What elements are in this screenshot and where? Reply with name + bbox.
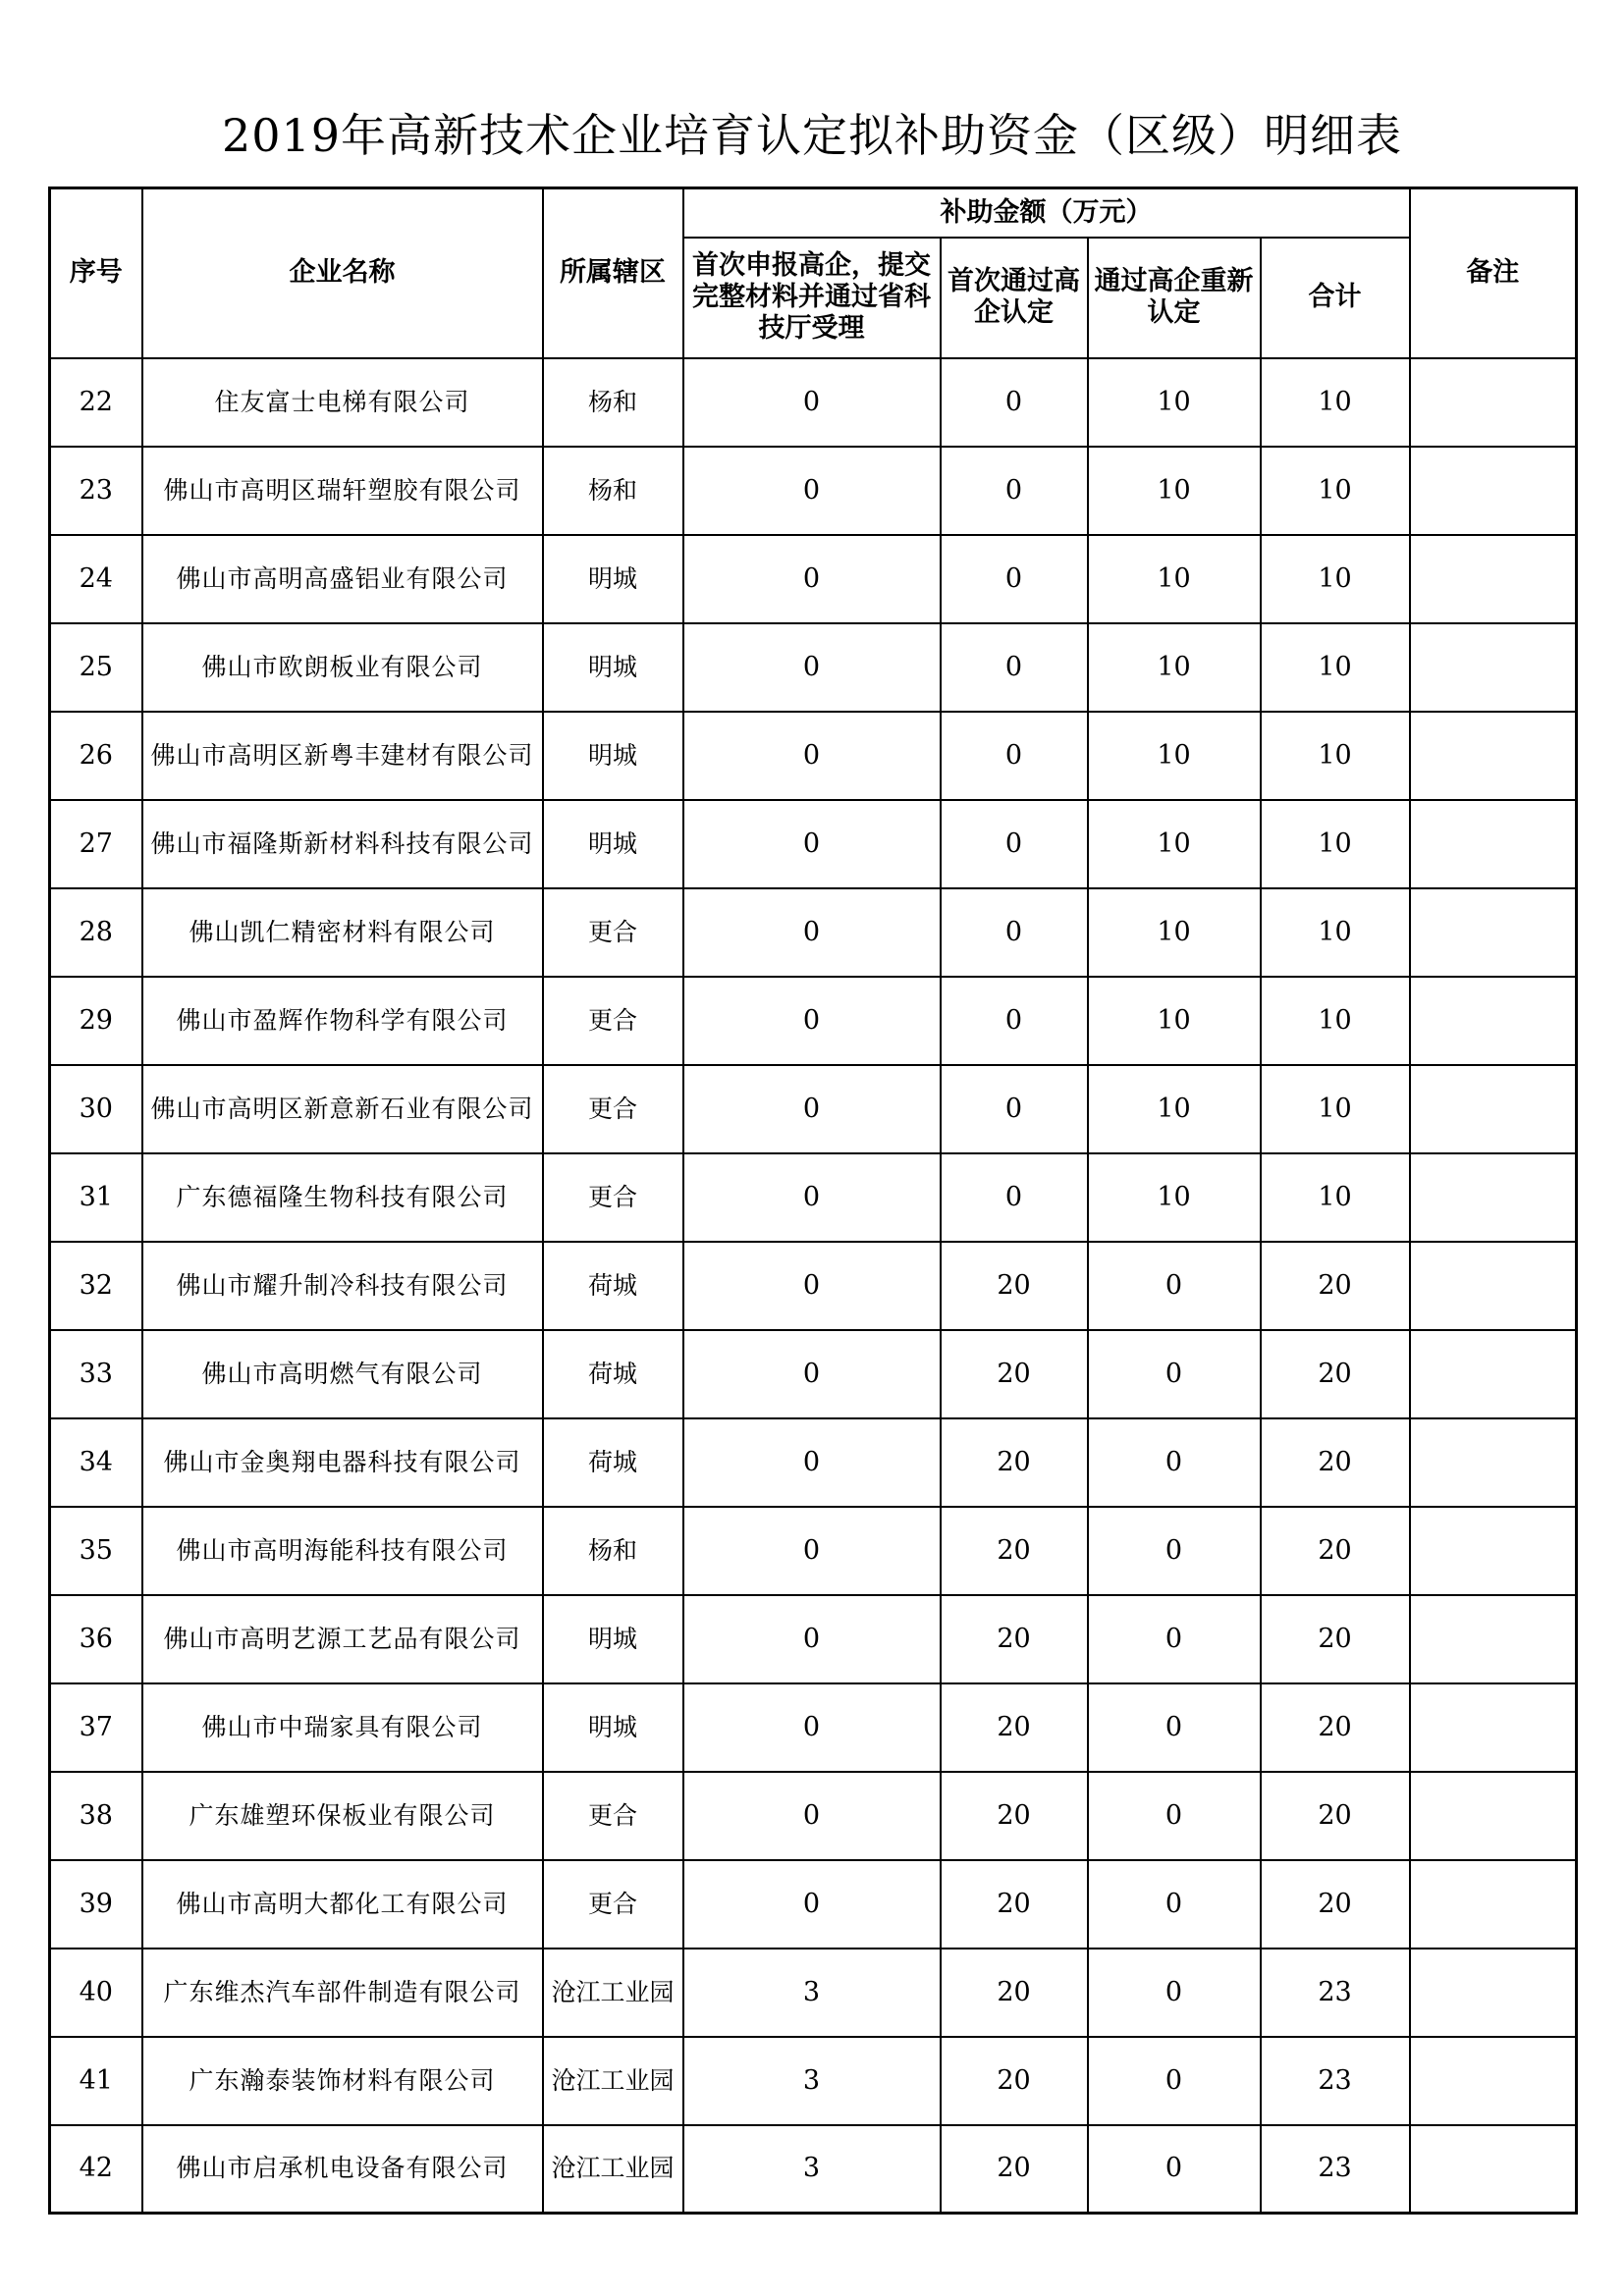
cell-district: 杨和 <box>543 1507 683 1595</box>
cell-first-pass: 20 <box>941 1595 1088 1683</box>
table-row <box>50 358 1577 447</box>
cell-index: 31 <box>50 1153 142 1242</box>
cell-total: 10 <box>1261 447 1410 535</box>
table-row <box>50 800 1577 888</box>
table-row <box>50 1065 1577 1153</box>
cell-remark <box>1410 1242 1577 1330</box>
cell-remark <box>1410 888 1577 977</box>
cell-first-pass: 20 <box>941 1242 1088 1330</box>
cell-first-pass: 20 <box>941 1507 1088 1595</box>
cell-first-pass: 20 <box>941 1683 1088 1772</box>
cell-first-apply: 0 <box>683 1683 941 1772</box>
cell-district: 沧江工业园 <box>543 2125 683 2214</box>
cell-first-pass: 0 <box>941 800 1088 888</box>
cell-first-pass: 20 <box>941 1330 1088 1418</box>
cell-re-pass: 0 <box>1088 1330 1261 1418</box>
cell-first-apply: 0 <box>683 1242 941 1330</box>
cell-first-pass: 0 <box>941 358 1088 447</box>
cell-remark <box>1410 1772 1577 1860</box>
cell-index: 22 <box>50 358 142 447</box>
cell-district: 明城 <box>543 623 683 712</box>
cell-district: 明城 <box>543 535 683 623</box>
cell-re-pass: 0 <box>1088 1242 1261 1330</box>
header-remark: 备注 <box>1410 188 1577 358</box>
table-row <box>50 535 1577 623</box>
cell-first-apply: 0 <box>683 1595 941 1683</box>
cell-company-name: 佛山市中瑞家具有限公司 <box>142 1683 543 1772</box>
cell-district: 更合 <box>543 977 683 1065</box>
cell-first-pass: 0 <box>941 1065 1088 1153</box>
cell-remark <box>1410 977 1577 1065</box>
cell-first-apply: 0 <box>683 1065 941 1153</box>
cell-district: 沧江工业园 <box>543 2037 683 2125</box>
cell-first-apply: 0 <box>683 1330 941 1418</box>
cell-first-apply: 0 <box>683 1860 941 1949</box>
cell-first-apply: 0 <box>683 800 941 888</box>
cell-remark <box>1410 535 1577 623</box>
table-row <box>50 977 1577 1065</box>
cell-index: 35 <box>50 1507 142 1595</box>
cell-index: 37 <box>50 1683 142 1772</box>
header-district: 所属辖区 <box>543 188 683 358</box>
cell-company-name: 佛山市高明海能科技有限公司 <box>142 1507 543 1595</box>
cell-district: 更合 <box>543 1065 683 1153</box>
cell-company-name: 广东雄塑环保板业有限公司 <box>142 1772 543 1860</box>
cell-district: 明城 <box>543 1683 683 1772</box>
cell-first-pass: 0 <box>941 888 1088 977</box>
header-company: 企业名称 <box>142 188 543 358</box>
cell-index: 25 <box>50 623 142 712</box>
cell-first-pass: 20 <box>941 1772 1088 1860</box>
cell-re-pass: 0 <box>1088 1418 1261 1507</box>
cell-company-name: 佛山市高明艺源工艺品有限公司 <box>142 1595 543 1683</box>
table-row <box>50 447 1577 535</box>
cell-company-name: 佛山市福隆斯新材料科技有限公司 <box>142 800 543 888</box>
cell-index: 42 <box>50 2125 142 2214</box>
header-index: 序号 <box>50 188 142 358</box>
cell-first-pass: 0 <box>941 535 1088 623</box>
cell-total: 20 <box>1261 1330 1410 1418</box>
cell-company-name: 广东维杰汽车部件制造有限公司 <box>142 1949 543 2037</box>
cell-remark <box>1410 447 1577 535</box>
cell-index: 33 <box>50 1330 142 1418</box>
cell-remark <box>1410 712 1577 800</box>
cell-first-apply: 0 <box>683 712 941 800</box>
cell-re-pass: 10 <box>1088 623 1261 712</box>
cell-total: 23 <box>1261 2125 1410 2214</box>
cell-index: 24 <box>50 535 142 623</box>
cell-re-pass: 10 <box>1088 712 1261 800</box>
cell-first-pass: 0 <box>941 1153 1088 1242</box>
cell-company-name: 佛山市耀升制冷科技有限公司 <box>142 1242 543 1330</box>
cell-remark <box>1410 1507 1577 1595</box>
cell-re-pass: 0 <box>1088 1507 1261 1595</box>
cell-district: 杨和 <box>543 358 683 447</box>
cell-remark <box>1410 2037 1577 2125</box>
table-row <box>50 712 1577 800</box>
cell-first-apply: 0 <box>683 447 941 535</box>
table-row <box>50 1153 1577 1242</box>
cell-remark <box>1410 1949 1577 2037</box>
cell-first-apply: 3 <box>683 2125 941 2214</box>
header-subsidy-group: 补助金额（万元） <box>683 188 1410 238</box>
cell-company-name: 佛山市高明区新粤丰建材有限公司 <box>142 712 543 800</box>
cell-company-name: 佛山市高明高盛铝业有限公司 <box>142 535 543 623</box>
cell-company-name: 佛山市高明燃气有限公司 <box>142 1330 543 1418</box>
cell-company-name: 佛山市启承机电设备有限公司 <box>142 2125 543 2214</box>
cell-re-pass: 0 <box>1088 1949 1261 2037</box>
table-row <box>50 1772 1577 1860</box>
cell-index: 27 <box>50 800 142 888</box>
cell-district: 更合 <box>543 1153 683 1242</box>
cell-first-apply: 0 <box>683 623 941 712</box>
cell-total: 10 <box>1261 623 1410 712</box>
table-row <box>50 888 1577 977</box>
cell-re-pass: 0 <box>1088 2125 1261 2214</box>
cell-index: 36 <box>50 1595 142 1683</box>
cell-total: 20 <box>1261 1242 1410 1330</box>
table-body <box>50 358 1577 2214</box>
cell-total: 10 <box>1261 888 1410 977</box>
cell-first-apply: 0 <box>683 888 941 977</box>
cell-district: 荷城 <box>543 1418 683 1507</box>
cell-first-pass: 20 <box>941 1949 1088 2037</box>
cell-total: 10 <box>1261 535 1410 623</box>
table-row <box>50 1683 1577 1772</box>
cell-first-pass: 0 <box>941 623 1088 712</box>
cell-total: 10 <box>1261 977 1410 1065</box>
table-row <box>50 623 1577 712</box>
cell-re-pass: 10 <box>1088 1153 1261 1242</box>
header-total: 合计 <box>1261 238 1410 358</box>
cell-re-pass: 10 <box>1088 1065 1261 1153</box>
cell-district: 沧江工业园 <box>543 1949 683 2037</box>
cell-total: 23 <box>1261 2037 1410 2125</box>
cell-first-pass: 20 <box>941 1418 1088 1507</box>
cell-company-name: 广东瀚泰装饰材料有限公司 <box>142 2037 543 2125</box>
cell-district: 荷城 <box>543 1242 683 1330</box>
cell-first-apply: 3 <box>683 2037 941 2125</box>
cell-index: 38 <box>50 1772 142 1860</box>
cell-company-name: 佛山市欧朗板业有限公司 <box>142 623 543 712</box>
cell-index: 26 <box>50 712 142 800</box>
cell-total: 20 <box>1261 1595 1410 1683</box>
cell-first-apply: 0 <box>683 977 941 1065</box>
cell-re-pass: 0 <box>1088 1772 1261 1860</box>
cell-company-name: 佛山市高明大都化工有限公司 <box>142 1860 543 1949</box>
cell-index: 32 <box>50 1242 142 1330</box>
cell-first-pass: 20 <box>941 2037 1088 2125</box>
cell-first-pass: 20 <box>941 2125 1088 2214</box>
cell-remark <box>1410 358 1577 447</box>
header-first-pass: 首次通过高企认定 <box>941 238 1088 358</box>
table-row <box>50 1418 1577 1507</box>
subsidy-table <box>48 187 1578 2215</box>
cell-district: 明城 <box>543 800 683 888</box>
header-first-apply: 首次申报高企，提交完整材料并通过省科技厅受理 <box>683 238 941 358</box>
cell-first-apply: 0 <box>683 358 941 447</box>
cell-re-pass: 0 <box>1088 1860 1261 1949</box>
cell-district: 荷城 <box>543 1330 683 1418</box>
cell-first-apply: 0 <box>683 1772 941 1860</box>
cell-re-pass: 10 <box>1088 535 1261 623</box>
cell-total: 20 <box>1261 1683 1410 1772</box>
header-re-pass: 通过高企重新认定 <box>1088 238 1261 358</box>
cell-total: 10 <box>1261 712 1410 800</box>
cell-first-apply: 0 <box>683 1153 941 1242</box>
cell-district: 更合 <box>543 1772 683 1860</box>
cell-remark <box>1410 1595 1577 1683</box>
cell-total: 20 <box>1261 1507 1410 1595</box>
cell-company-name: 佛山凯仁精密材料有限公司 <box>142 888 543 977</box>
table-row <box>50 1595 1577 1683</box>
cell-total: 20 <box>1261 1772 1410 1860</box>
cell-remark <box>1410 623 1577 712</box>
cell-index: 28 <box>50 888 142 977</box>
cell-remark <box>1410 1330 1577 1418</box>
cell-company-name: 佛山市金奥翔电器科技有限公司 <box>142 1418 543 1507</box>
cell-company-name: 佛山市高明区瑞轩塑胶有限公司 <box>142 447 543 535</box>
cell-re-pass: 10 <box>1088 977 1261 1065</box>
table-row <box>50 1949 1577 2037</box>
table-row <box>50 2125 1577 2214</box>
cell-total: 10 <box>1261 1153 1410 1242</box>
cell-index: 40 <box>50 1949 142 2037</box>
page-title: 2019年高新技术企业培育认定拟补助资金（区级）明细表 <box>221 109 1403 162</box>
cell-first-apply: 0 <box>683 535 941 623</box>
cell-re-pass: 10 <box>1088 800 1261 888</box>
cell-re-pass: 10 <box>1088 447 1261 535</box>
cell-total: 20 <box>1261 1860 1410 1949</box>
table-row <box>50 1507 1577 1595</box>
cell-district: 明城 <box>543 1595 683 1683</box>
cell-district: 更合 <box>543 1860 683 1949</box>
cell-first-pass: 0 <box>941 977 1088 1065</box>
cell-total: 10 <box>1261 1065 1410 1153</box>
cell-first-pass: 0 <box>941 712 1088 800</box>
cell-re-pass: 10 <box>1088 358 1261 447</box>
table-row <box>50 1860 1577 1949</box>
cell-district: 杨和 <box>543 447 683 535</box>
table-row <box>50 1242 1577 1330</box>
cell-company-name: 广东德福隆生物科技有限公司 <box>142 1153 543 1242</box>
cell-remark <box>1410 800 1577 888</box>
cell-first-apply: 0 <box>683 1507 941 1595</box>
cell-index: 29 <box>50 977 142 1065</box>
cell-remark <box>1410 1065 1577 1153</box>
cell-index: 39 <box>50 1860 142 1949</box>
cell-company-name: 佛山市高明区新意新石业有限公司 <box>142 1065 543 1153</box>
cell-re-pass: 0 <box>1088 1595 1261 1683</box>
cell-re-pass: 10 <box>1088 888 1261 977</box>
table-row <box>50 2037 1577 2125</box>
cell-remark <box>1410 1153 1577 1242</box>
cell-company-name: 住友富士电梯有限公司 <box>142 358 543 447</box>
cell-first-apply: 0 <box>683 1418 941 1507</box>
cell-remark <box>1410 1860 1577 1949</box>
cell-total: 20 <box>1261 1418 1410 1507</box>
cell-district: 明城 <box>543 712 683 800</box>
cell-remark <box>1410 1683 1577 1772</box>
cell-re-pass: 0 <box>1088 1683 1261 1772</box>
table-row <box>50 1330 1577 1418</box>
cell-index: 30 <box>50 1065 142 1153</box>
cell-total: 10 <box>1261 358 1410 447</box>
cell-first-apply: 3 <box>683 1949 941 2037</box>
cell-index: 34 <box>50 1418 142 1507</box>
cell-remark <box>1410 2125 1577 2214</box>
cell-company-name: 佛山市盈辉作物科学有限公司 <box>142 977 543 1065</box>
cell-index: 41 <box>50 2037 142 2125</box>
cell-first-pass: 0 <box>941 447 1088 535</box>
cell-re-pass: 0 <box>1088 2037 1261 2125</box>
cell-remark <box>1410 1418 1577 1507</box>
cell-total: 23 <box>1261 1949 1410 2037</box>
cell-total: 10 <box>1261 800 1410 888</box>
cell-district: 更合 <box>543 888 683 977</box>
cell-first-pass: 20 <box>941 1860 1088 1949</box>
cell-index: 23 <box>50 447 142 535</box>
